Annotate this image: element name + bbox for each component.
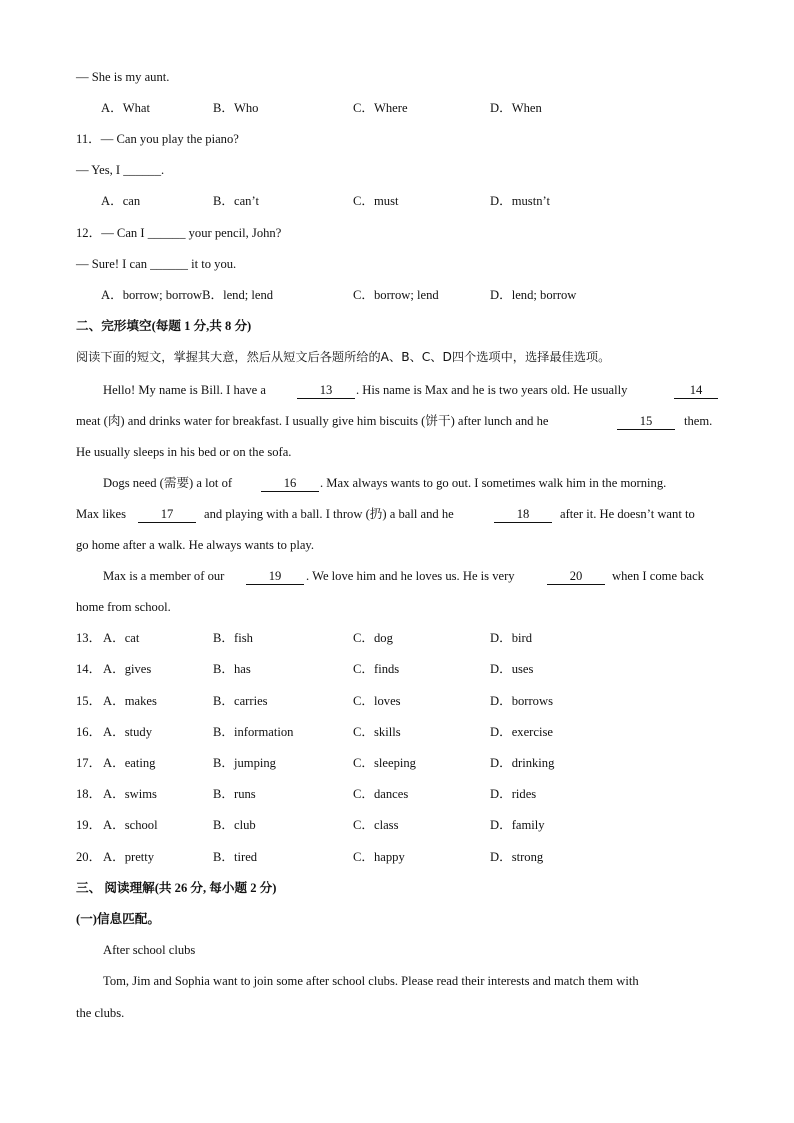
- q12-answer-line: [0, 254, 794, 285]
- question-number: 19．: [76, 818, 102, 832]
- option: C．Where: [353, 101, 408, 115]
- option: A．can: [101, 194, 141, 208]
- q11-answer: — Yes, I ______.: [76, 163, 165, 177]
- question-number: 16．: [76, 725, 102, 739]
- section-title: 三、 阅读理解(共 26 分, 每小题 2 分): [76, 881, 277, 895]
- option: C．finds: [353, 662, 400, 676]
- option: D．rides: [490, 787, 537, 801]
- passage-line: Max is a member of our 19 . We love him and he loves us. He is very 20 when I come back: [0, 566, 794, 597]
- option: D．family: [490, 818, 545, 832]
- cloze-option-row: [0, 628, 794, 659]
- q10-answer-line: [0, 67, 794, 98]
- option: D．mustn’t: [490, 194, 550, 208]
- clubs-intro: Tom, Jim and Sophia want to join some after school clubs. Please read their interests and match them with: [103, 974, 639, 988]
- blank-18: 18: [494, 504, 552, 524]
- option: A．pretty: [103, 850, 155, 864]
- q12-question: 12．— Can I ______ your pencil, John?: [76, 226, 282, 240]
- option: A．school: [103, 818, 158, 832]
- option: D．bird: [490, 631, 532, 645]
- option: A．borrow; borrowB．lend; lend: [101, 288, 274, 302]
- option: C．happy: [353, 850, 405, 864]
- question-number: 20．: [76, 850, 102, 864]
- option: B．has: [213, 662, 251, 676]
- question-number: 17．: [76, 756, 102, 770]
- blank-17: 17: [138, 504, 196, 524]
- option: C．dog: [353, 631, 393, 645]
- option: D．strong: [490, 850, 544, 864]
- blank-16: 16: [261, 473, 319, 493]
- clubs-intro-end: the clubs.: [76, 1006, 125, 1020]
- option: A．makes: [103, 694, 157, 708]
- blank-13: 13: [297, 380, 355, 400]
- cloze-option-row: [0, 722, 794, 753]
- option: A．eating: [103, 756, 156, 770]
- section3-heading-line: [0, 878, 794, 909]
- q12-question-line: [0, 223, 794, 254]
- cloze-option-row: [0, 753, 794, 784]
- q11-question-line: [0, 129, 794, 160]
- option: C．borrow; lend: [353, 288, 439, 302]
- q12-options: [0, 285, 794, 316]
- option: C．must: [353, 194, 399, 208]
- q12-answer: — Sure! I can ______ it to you.: [76, 257, 237, 271]
- option: B．Who: [213, 101, 259, 115]
- option: A．swims: [103, 787, 157, 801]
- sub-section-title: (一)信息匹配。: [76, 912, 160, 926]
- option: B．can’t: [213, 194, 259, 208]
- blank-15: 15: [617, 411, 675, 431]
- section2-instruction-line: [0, 347, 794, 378]
- blank-19: 19: [246, 566, 304, 586]
- option: D．borrows: [490, 694, 553, 708]
- option: C．skills: [353, 725, 401, 739]
- clubs-intro-line: [0, 971, 794, 1002]
- q11-answer-line: [0, 160, 794, 191]
- option: B．club: [213, 818, 256, 832]
- option: A．gives: [103, 662, 152, 676]
- question-number: 13．: [76, 631, 102, 645]
- option: D．exercise: [490, 725, 553, 739]
- q11-options: [0, 191, 794, 222]
- clubs-title: After school clubs: [103, 943, 196, 957]
- option: B．runs: [213, 787, 256, 801]
- cloze-option-row: [0, 784, 794, 815]
- cloze-option-row: [0, 691, 794, 722]
- option: B．information: [213, 725, 294, 739]
- blank-14: 14: [674, 380, 718, 400]
- blank-20: 20: [547, 566, 605, 586]
- cloze-option-row: [0, 815, 794, 846]
- option: D．uses: [490, 662, 534, 676]
- option: C．loves: [353, 694, 401, 708]
- section-instruction: 阅读下面的短文，掌握其大意，然后从短文后各题所给的A、B、C、D四个选项中，选择最佳选项。: [76, 350, 611, 364]
- cloze-option-row: [0, 847, 794, 878]
- cloze-option-row: [0, 659, 794, 690]
- option: B．fish: [213, 631, 253, 645]
- option: D．drinking: [490, 756, 555, 770]
- passage-line: He usually sleeps in his bed or on the sofa.: [76, 445, 292, 459]
- option: B．tired: [213, 850, 258, 864]
- option: A．study: [103, 725, 152, 739]
- option: C．class: [353, 818, 399, 832]
- clubs-intro-line: [0, 1003, 794, 1034]
- q10-options: [0, 98, 794, 129]
- clubs-title-line: [0, 940, 794, 971]
- option: D．When: [490, 101, 542, 115]
- option: B．carries: [213, 694, 268, 708]
- q11-question: 11．— Can you play the piano?: [76, 132, 239, 146]
- passage-line: Dogs need (需要) a lot of 16 . Max always wants to go out. I sometimes walk him in the morning.: [0, 473, 794, 504]
- passage-line: go home after a walk. He always wants to play.: [76, 538, 315, 552]
- passage-line: home from school.: [76, 600, 171, 614]
- question-number: 18．: [76, 787, 102, 801]
- passage-line: Hello! My name is Bill. I have a 13 . His name is Max and he is two years old. He usually 14: [0, 380, 794, 411]
- question-number: 15．: [76, 694, 102, 708]
- section-title: 二、完形填空(每题 1 分,共 8 分): [76, 319, 252, 333]
- section2-heading-line: [0, 316, 794, 347]
- option: A．cat: [103, 631, 140, 645]
- option: D．lend; borrow: [490, 288, 577, 302]
- option: C．sleeping: [353, 756, 416, 770]
- section3-sub-heading-line: [0, 909, 794, 940]
- option: B．jumping: [213, 756, 276, 770]
- option: A．What: [101, 101, 150, 115]
- passage-line: meat (肉) and drinks water for breakfast. I usually give him biscuits (饼干) after lunch and he 15 them.: [0, 411, 794, 442]
- question-number: 14．: [76, 662, 102, 676]
- option: C．dances: [353, 787, 409, 801]
- passage-line: Max likes 17 and playing with a ball. I throw (扔) a ball and he 18 after it. He doesn’t want to: [0, 504, 794, 535]
- q10-answer: — She is my aunt.: [76, 70, 170, 84]
